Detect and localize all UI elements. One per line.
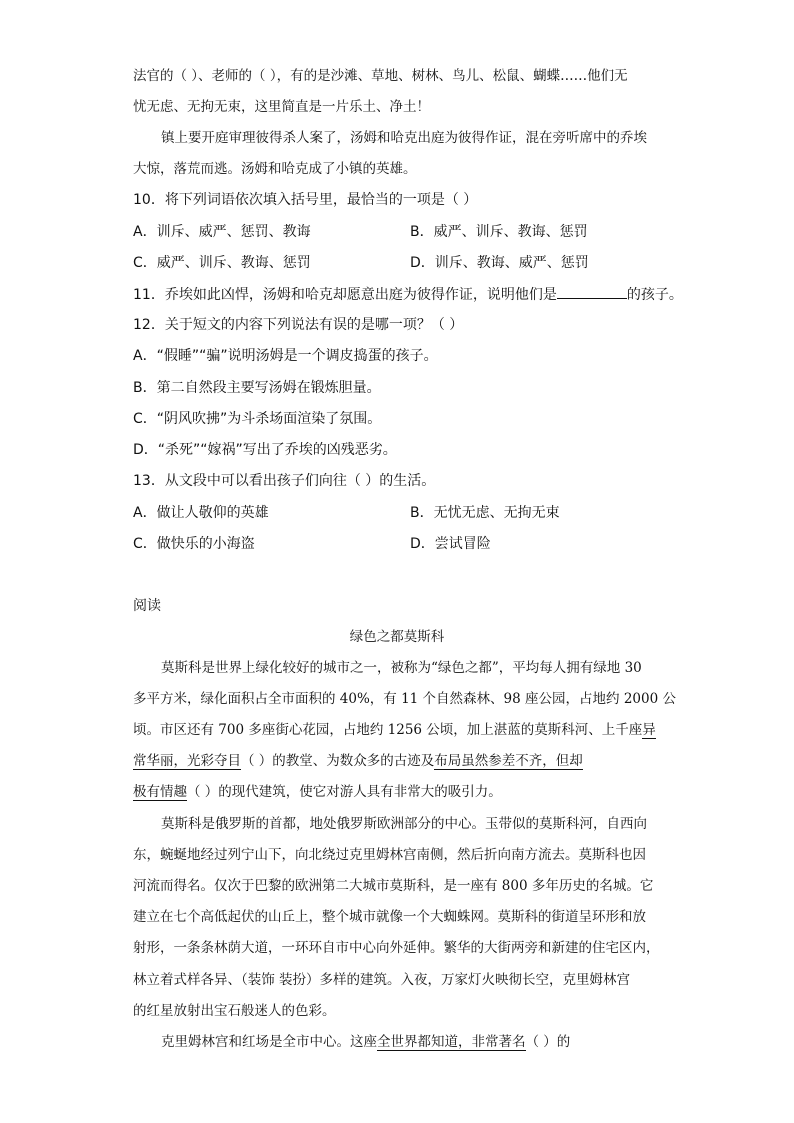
question-13-option-d: D．尝试冒险 [410, 536, 491, 552]
reading-p2-line-4: 建立在七个高低起伏的山丘上，整个城市就像一个大蜘蛛网。莫斯科的街道呈环形和放 [133, 909, 646, 925]
question-10-option-a: A．训斥、威严、惩罚、教诲 [133, 224, 311, 240]
reading-p1-line-5-text: （ ）的现代建筑，使它对游人具有非常大的吸引力。 [187, 784, 502, 800]
story-line-4: 大惊，落荒而逃。汤姆和哈克成了小镇的英雄。 [133, 161, 417, 177]
reading-p2-line-5: 射形，一条条林荫大道，一环环自市中心向外延伸。繁华的大街两旁和新建的住宅区内， [133, 940, 660, 956]
underlined-phrase: 全世界都知道，非常著名 [377, 1034, 526, 1050]
question-10-option-b: B．威严、训斥、教诲、惩罚 [410, 224, 588, 240]
reading-p2-line-7: 的红星放射出宝石般迷人的色彩。 [133, 1003, 336, 1019]
question-12-option-d: D．“杀死”“嫁祸”写出了乔埃的凶残恶劣。 [133, 442, 397, 458]
question-12-option-a: A．“假睡”“骗”说明汤姆是一个调皮捣蛋的孩子。 [133, 348, 438, 364]
reading-p1-line-5 [133, 782, 502, 802]
question-13-option-c: C．做快乐的小海盗 [133, 536, 255, 552]
reading-p3-line-1 [161, 1032, 570, 1052]
question-12-option-c: C．“阴风吹拂”为斗杀场面渲染了氛围。 [133, 411, 382, 427]
question-11-text-end: 的孩子。 [626, 287, 683, 303]
reading-p3-line-1-text: 克里姆林宫和红场是全市中心。这座 [161, 1034, 377, 1050]
answer-blank[interactable] [557, 284, 627, 299]
reading-p2-line-6: 林立着式样各异、（装饰 装扮）多样的建筑。入夜，万家灯火映彻长空，克里姆林宫 [133, 972, 631, 988]
reading-p1-line-2: 多平方米，绿化面积占全市面积的 40%，有 11 个自然森林、98 座公园，占地约 2000 公 [133, 691, 676, 707]
question-12-stem: 12．关于短文的内容下列说法有误的是哪一项？（ ） [133, 317, 464, 333]
underlined-phrase: 布局虽然参差不齐，但却 [434, 753, 583, 769]
underlined-phrase: 异 [642, 722, 656, 738]
question-10-stem: 10．将下列词语依次填入括号里，最恰当的一项是（ ） [133, 192, 478, 208]
reading-label: 阅读 [133, 598, 161, 614]
reading-p1-line-4-text: （ ）的教堂、为数众多的古迹及 [241, 753, 435, 769]
question-13-option-b: B．无忧无虑、无拘无束 [410, 505, 560, 521]
question-13-stem: 13．从文段中可以看出孩子们向往（ ）的生活。 [133, 473, 436, 489]
story-line-1: 法官的（ ）、老师的（ ），有的是沙滩、草地、树林、鸟儿、松鼠、蝴蝶……他们无 [133, 68, 628, 84]
reading-p1-line-3 [133, 720, 656, 740]
reading-p2-line-1: 莫斯科是俄罗斯的首都，地处俄罗斯欧洲部分的中心。玉带似的莫斯科河，自西向 [161, 816, 647, 832]
reading-p2-line-2: 东，蜿蜒地经过列宁山下，向北绕过克里姆林宫南侧，然后折向南方流去。莫斯科也因 [133, 847, 646, 863]
reading-p1-line-3-text: 顷。市区还有 700 多座街心花园，占地约 1256 公顷，加上湛蓝的莫斯科河、上千座 [133, 722, 643, 738]
question-10-option-c: C．威严、训斥、教诲、惩罚 [133, 255, 311, 271]
question-11-text: 11．乔埃如此凶悍，汤姆和哈克却愿意出庭为彼得作证，说明他们是 [133, 287, 557, 303]
reading-p2-line-3: 河流而得名。仅次于巴黎的欧洲第二大城市莫斯科，是一座有 800 多年历史的名城。它 [133, 878, 654, 894]
question-11 [133, 284, 683, 305]
story-line-3: 镇上要开庭审理彼得杀人案了，汤姆和哈克出庭为彼得作证，混在旁听席中的乔埃 [161, 130, 647, 146]
underlined-phrase: 极有情趣 [133, 784, 187, 800]
question-12-option-b: B．第二自然段主要写汤姆在锻炼胆量。 [133, 380, 381, 396]
story-line-2: 忧无虑、无拘无束，这里简直是一片乐土、净土！ [133, 99, 430, 115]
reading-p3-line-1-end: （ ）的 [525, 1034, 571, 1050]
reading-p1-line-4 [133, 751, 583, 771]
question-13-option-a: A．做让人敬仰的英雄 [133, 505, 269, 521]
underlined-phrase: 常华丽，光彩夺目 [133, 753, 241, 769]
reading-title: 绿色之都莫斯科 [349, 629, 445, 645]
reading-p1-line-1: 莫斯科是世界上绿化较好的城市之一，被称为“绿色之都”，平均每人拥有绿地 30 [161, 660, 642, 676]
question-10-option-d: D．训斥、教诲、威严、惩罚 [410, 255, 589, 271]
